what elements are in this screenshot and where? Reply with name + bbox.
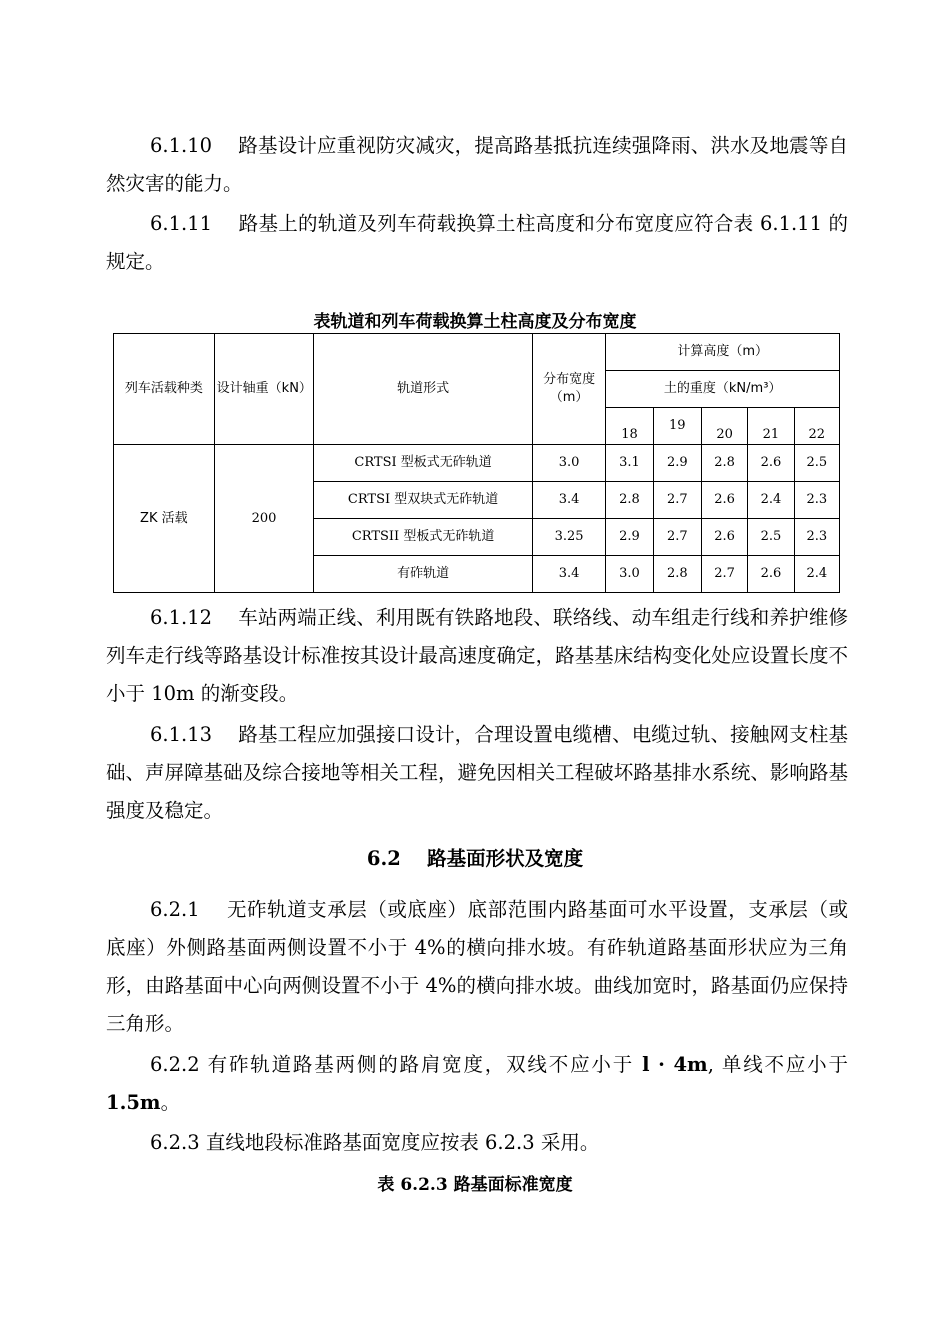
header-load-type: 列车活载种类	[114, 334, 215, 445]
height-cell: 2.7	[653, 482, 701, 519]
paragraph-6-1-10	[106, 127, 848, 203]
clause-value-single: 1.5m	[106, 1091, 161, 1114]
clause-number: 6.2.1	[150, 898, 200, 921]
header-weight-20: 20	[701, 408, 747, 445]
height-cell: 2.6	[701, 482, 747, 519]
paragraph-6-1-12	[106, 599, 848, 713]
section-number: 6.2	[366, 847, 401, 870]
paragraph-6-2-1	[106, 891, 848, 1043]
height-cell: 2.4	[748, 482, 794, 519]
clause-text: 路基上的轨道及列车荷载换算土柱高度和分布宽度应符合表 6.1.11 的规定。	[106, 212, 849, 273]
height-cell: 2.7	[701, 556, 747, 593]
height-cell: 2.8	[606, 482, 653, 519]
width-cell: 3.0	[532, 445, 606, 482]
track-cell: CRTSI 型双块式无砟轨道	[314, 482, 532, 519]
header-weight-21: 21	[748, 408, 794, 445]
width-cell: 3.25	[532, 519, 606, 556]
clause-text: 路基设计应重视防灾减灾，提高路基抵抗连续强降雨、洪水及地震等自然灾害的能力。	[106, 134, 848, 195]
table-caption-6-2-3: 表 6.2.3 路基面标准宽度	[377, 1175, 573, 1195]
clause-text: 无砟轨道支承层（或底座）底部范围内路基面可水平设置，支承层（或底座）外侧路基面两侧设置不小于 4%的横向排水坡。有砟轨道路基面形状应为三角形，由路基面中心向两侧设置不小于 4%的横向排水坡。曲线加宽时，路基面仍应保持三角形。	[106, 898, 848, 1035]
width-cell: 3.4	[532, 556, 606, 593]
height-cell: 2.5	[748, 519, 794, 556]
header-soil-weight: 土的重度（kN/m³）	[606, 371, 840, 408]
section-heading-6-2	[0, 843, 950, 871]
header-weight-19: 19	[653, 408, 701, 445]
clause-text-c: , 单线不应小于	[707, 1053, 849, 1076]
clause-number: 6.1.11	[150, 212, 213, 235]
header-calc-height: 计算高度（m）	[606, 334, 840, 371]
height-cell: 2.6	[701, 519, 747, 556]
height-cell: 2.3	[794, 482, 839, 519]
height-cell: 2.9	[653, 445, 701, 482]
height-cell: 2.3	[794, 519, 839, 556]
load-conversion-table	[113, 333, 840, 593]
paragraph-6-1-13	[106, 716, 848, 830]
paragraph-6-2-3	[106, 1124, 848, 1162]
table-row	[114, 445, 840, 482]
header-weight-18: 18	[606, 408, 653, 445]
clause-text: 6.2.3 直线地段标准路基面宽度应按表 6.2.3 采用。	[150, 1131, 600, 1154]
clause-text-d: 。	[160, 1091, 181, 1114]
height-cell: 2.6	[748, 445, 794, 482]
track-cell: CRTSI 型板式无砟轨道	[314, 445, 532, 482]
height-cell: 3.0	[606, 556, 653, 593]
clause-value-double: l · 4m	[642, 1053, 708, 1076]
height-cell: 2.8	[653, 556, 701, 593]
section-title: 路基面形状及宽度	[427, 847, 584, 870]
clause-text: 车站两端正线、利用既有铁路地段、联络线、动车组走行线和养护维修列车走行线等路基设计标准按其设计最高速度确定，路基基床结构变化处应设置长度不小于 10m 的渐变段。	[106, 606, 848, 705]
clause-text-a: 6.2.2 有砟轨道路基两侧的路肩宽度，双线不应小于	[150, 1053, 643, 1076]
height-cell: 3.1	[606, 445, 653, 482]
height-cell: 2.5	[794, 445, 839, 482]
clause-number: 6.1.13	[150, 723, 213, 746]
height-cell: 2.8	[701, 445, 747, 482]
load-type-cell: ZK 活载	[114, 445, 215, 593]
track-cell: 有砟轨道	[314, 556, 532, 593]
paragraph-6-1-11	[106, 205, 848, 281]
track-cell: CRTSII 型板式无砟轨道	[314, 519, 532, 556]
header-axle-weight: 设计轴重（kN）	[214, 334, 314, 445]
axle-weight-cell: 200	[214, 445, 314, 593]
header-track-form: 轨道形式	[314, 334, 532, 445]
header-weight-22: 22	[794, 408, 839, 445]
clause-text: 路基工程应加强接口设计，合理设置电缆槽、电缆过轨、接触网支柱基础、声屏障基础及综合接地等相关工程，避免因相关工程破坏路基排水系统、影响路基强度及稳定。	[106, 723, 848, 822]
paragraph-6-2-2	[106, 1046, 848, 1122]
header-distribution-width: 分布宽度（m）	[532, 334, 606, 445]
height-cell: 2.4	[794, 556, 839, 593]
clause-number: 6.1.12	[150, 606, 213, 629]
height-cell: 2.6	[748, 556, 794, 593]
table-caption-6-1-11: 表轨道和列车荷载换算土柱高度及分布宽度	[313, 312, 637, 332]
clause-number: 6.1.10	[150, 134, 213, 157]
height-cell: 2.7	[653, 519, 701, 556]
width-cell: 3.4	[532, 482, 606, 519]
height-cell: 2.9	[606, 519, 653, 556]
